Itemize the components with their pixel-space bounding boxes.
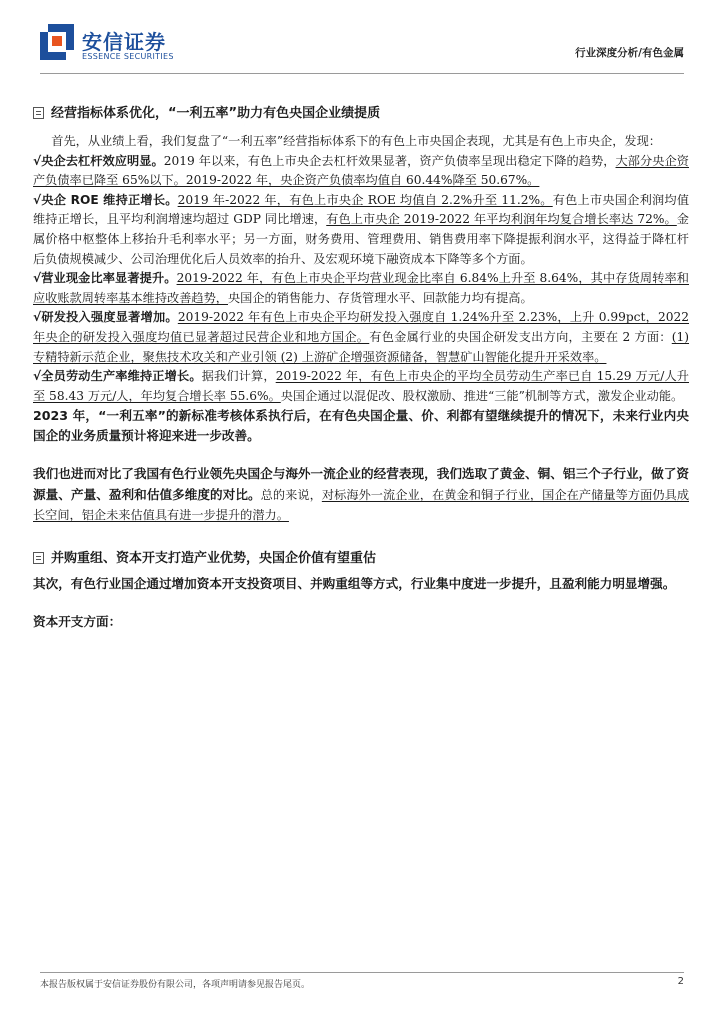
section-list-icon: [33, 552, 44, 564]
paragraph-2023-outlook: 2023 年，“一利五率”的新标准考核体系执行后，在有色央国企量、价、利都有望继续提升的情况下，未来行业内央国企的业务质量预计将迎来进一步改善。: [33, 408, 689, 444]
paragraph-productivity: √全员劳动生产率维持正增长。据我们计算，2019-2022 年，有色上市央企的平均全员劳动生产率已自 15.29 万元/人升至 58.43 万元/人，年均复合增长率 55.6%。央国企通过以混促改、股权激励、推进“三能”机制等方式，激发企业动能。: [33, 369, 689, 403]
page-header: [0, 0, 724, 80]
subheading-capex: 资本开支方面：: [33, 614, 122, 630]
logo-text-en: ESSENCE SECURITIES: [82, 52, 174, 61]
section-list-icon: [33, 107, 44, 119]
paragraph-cash-ratio: √营业现金比率显著提升。2019-2022 年，有色上市央企平均营业现金比率自 6.84%上升至 8.64%，其中存货周转率和应收账款周转率基本维持改善趋势，央国企的销售能力、存货管理水平、回款能力均有提高。: [33, 271, 689, 305]
paragraph-rnd: √研发投入强度显著增加。2019-2022 年有色上市央企平均研发投入强度自 1.24%升至 2.23%，上升 0.99pct，2022 年央企的研发投入强度均值已显著超过民营企业和地方国企。有色金属行业的央国企研发支出方向，主要在 2 方面：(1) 专精特新示范企业，聚焦技术攻关和产业引领 (2) 上游矿企增强资源储备，智慧矿山智能化提升开采效率。: [33, 310, 690, 364]
paragraph-mna: 其次，有色行业国企通过增加资本开支投资项目、并购重组等方式，行业集中度进一步提升，且盈利能力明显增强。: [33, 576, 676, 592]
report-category: 行业深度分析/有色金属: [575, 47, 684, 59]
logo-mark-icon: [40, 24, 74, 60]
page-number: 2: [677, 976, 684, 987]
section-title-mna: 并购重组、资本开支打造产业优势，央国企价值有望重估: [33, 549, 689, 568]
footer-divider: [40, 972, 684, 973]
main-content: [33, 104, 689, 632]
header-divider: [40, 73, 684, 74]
section-title-indicators: 经营指标体系优化，“一利五率”助力有色央国企业绩提质: [33, 104, 689, 123]
paragraph-roe: √央企 ROE 维持正增长。2019 年-2022 年，有色上市央企 ROE 均值自 2.2%升至 11.2%。有色上市央国企利润均值维持正增长，且平均利润增速均超过 GDP 同比增速，有色上市央企 2019-2022 年平均利润年均复合增长率达 72%。金属价格中枢整体上移抬升毛利率水平；另一方面，财务费用、管理费用、销售费用率下降提振利润水平，这得益于降杠杆后负债规模减少、公司治理优化后人员效率的抬升、及宏观环境下融资成本下降等多个方面。: [33, 192, 690, 266]
footer-disclaimer: 本报告版权属于安信证券股份有限公司，各项声明请参见报告尾页。: [40, 980, 311, 990]
company-logo: [40, 24, 190, 72]
logo-text-cn: 安信证券: [82, 30, 166, 54]
intro-paragraph: 首先，从业绩上看，我们复盘了“一利五率”经营指标体系下的有色上市央国企表现，尤其是有色上市央企，发现：: [51, 134, 661, 148]
paragraph-deleverage: √央企去杠杆效应明显。2019 年以来，有色上市央企去杠杆效果显著，资产负债率呈现出稳定下降的趋势，大部分央企资产负债率已降至 65%以下。2019-2022 年，央企资产负债率均值自 60.44%降至 50.67%。: [33, 153, 689, 188]
paragraph-comparison: 我们也进而对比了我国有色行业领先央国企与海外一流企业的经营表现，我们选取了黄金、铜、铝三个子行业，做了资源量、产量、盈利和估值多维度的对比。总的来说，对标海外一流企业，在黄金和铜子行业，国企在产储量等方面仍具成长空间，铝企未来估值具有进一步提升的潜力。: [33, 466, 690, 522]
